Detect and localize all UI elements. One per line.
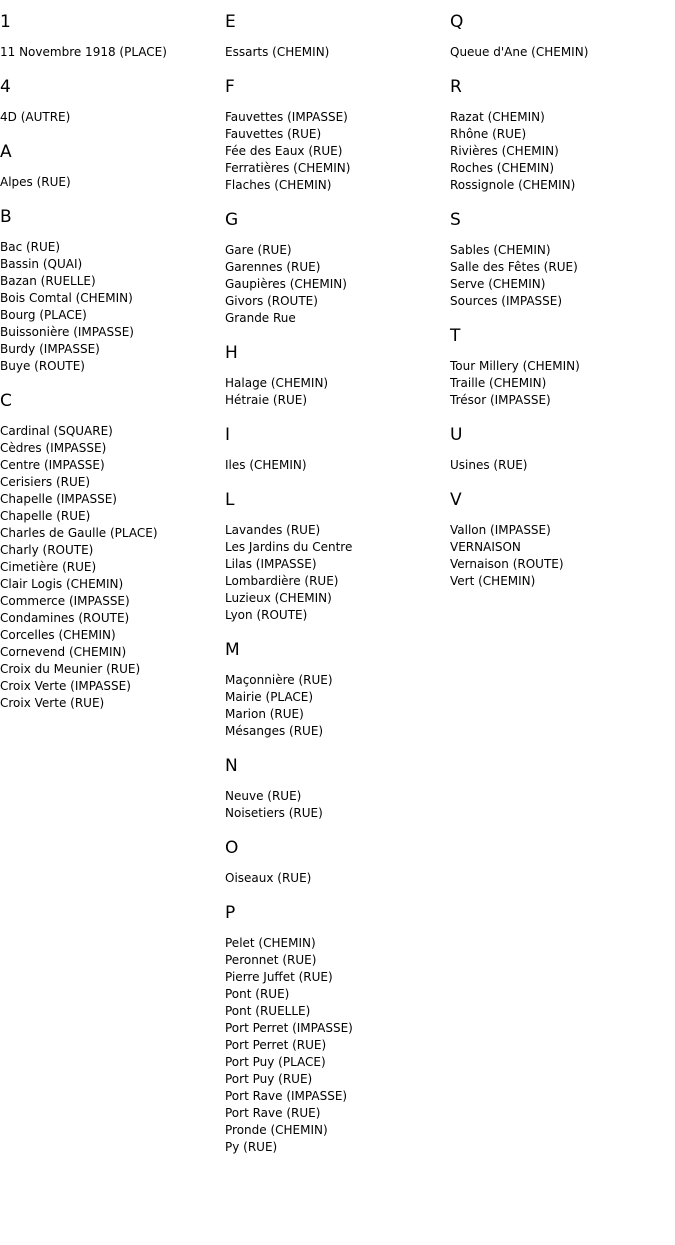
- street-name: Croix Verte (IMPASSE): [0, 679, 131, 693]
- street-name: Lilas (IMPASSE): [225, 557, 317, 571]
- street-index-column-3: [450, 8, 670, 602]
- street-name: Centre (IMPASSE): [0, 458, 105, 472]
- street-index-column-2: [225, 8, 445, 1168]
- letter-group: [450, 73, 670, 194]
- street-name: Charly (ROUTE): [0, 543, 94, 557]
- street-name: Pronde (CHEMIN): [225, 1123, 328, 1137]
- street-name: Peronnet (RUE): [225, 953, 317, 967]
- letter-heading: F: [225, 77, 235, 97]
- street-list: [450, 358, 670, 409]
- street-name: Py (RUE): [225, 1140, 278, 1154]
- letter-heading: 1: [0, 12, 11, 32]
- street-name: Port Perret (RUE): [225, 1038, 327, 1052]
- letter-group: [0, 8, 220, 61]
- letter-heading: C: [0, 391, 12, 411]
- street-name: Chapelle (RUE): [0, 509, 91, 523]
- street-name: Lombardière (RUE): [225, 574, 339, 588]
- street-name: Pierre Juffet (RUE): [225, 970, 333, 984]
- street-name: Luzieux (CHEMIN): [225, 591, 332, 605]
- letter-group: [225, 73, 445, 194]
- street-name: Port Puy (RUE): [225, 1072, 313, 1086]
- letter-group: [450, 421, 670, 474]
- street-name: Vallon (IMPASSE): [450, 523, 551, 537]
- letter-group: [225, 834, 445, 887]
- street-name: Vernaison (ROUTE): [450, 557, 564, 571]
- street-name: Fauvettes (IMPASSE): [225, 110, 348, 124]
- street-name: Pelet (CHEMIN): [225, 936, 316, 950]
- street-name: Les Jardins du Centre: [225, 540, 353, 554]
- street-name: Mésanges (RUE): [225, 724, 324, 738]
- letter-heading: 4: [0, 77, 11, 97]
- street-name: Sources (IMPASSE): [450, 294, 563, 308]
- street-name: Traille (CHEMIN): [450, 376, 547, 390]
- letter-group: [0, 138, 220, 191]
- street-list: [450, 109, 670, 194]
- street-index-column-1: [0, 8, 220, 724]
- street-name: Bazan (RUELLE): [0, 274, 96, 288]
- street-name: Grande Rue: [225, 311, 296, 325]
- street-name: Pont (RUELLE): [225, 1004, 311, 1018]
- street-name: Charles de Gaulle (PLACE): [0, 526, 158, 540]
- street-list: [450, 242, 670, 310]
- letter-group: [225, 486, 445, 624]
- letter-group: [225, 899, 445, 1156]
- street-name: Condamines (ROUTE): [0, 611, 130, 625]
- street-name: Rossignole (CHEMIN): [450, 178, 576, 192]
- street-name: Corcelles (CHEMIN): [0, 628, 116, 642]
- street-name: Port Puy (PLACE): [225, 1055, 326, 1069]
- letter-heading: A: [0, 142, 12, 162]
- letter-heading: B: [0, 207, 12, 227]
- street-list: [0, 239, 220, 375]
- street-name: Port Rave (RUE): [225, 1106, 321, 1120]
- street-name: Noisetiers (RUE): [225, 806, 323, 820]
- letter-heading: E: [225, 12, 236, 32]
- street-name: Vert (CHEMIN): [450, 574, 536, 588]
- street-name: Lavandes (RUE): [225, 523, 321, 537]
- street-name: Fée des Eaux (RUE): [225, 144, 343, 158]
- letter-group: [225, 421, 445, 474]
- street-name: Chapelle (IMPASSE): [0, 492, 117, 506]
- street-name: Buye (ROUTE): [0, 359, 85, 373]
- street-list: [225, 375, 445, 409]
- letter-group: [225, 8, 445, 61]
- street-name: Usines (RUE): [450, 458, 528, 472]
- street-name: Clair Logis (CHEMIN): [0, 577, 124, 591]
- street-name: VERNAISON: [450, 540, 521, 554]
- street-list: [225, 242, 445, 327]
- street-name: Neuve (RUE): [225, 789, 302, 803]
- letter-heading: G: [225, 210, 239, 230]
- street-name: Bac (RUE): [0, 240, 61, 254]
- letter-heading: M: [225, 640, 240, 660]
- letter-heading: L: [225, 490, 235, 510]
- street-list: [225, 788, 445, 822]
- street-name: Garennes (RUE): [225, 260, 321, 274]
- street-name: Bassin (QUAI): [0, 257, 83, 271]
- street-name: Cimetière (RUE): [0, 560, 97, 574]
- street-name: Maçonnière (RUE): [225, 673, 333, 687]
- letter-group: [225, 636, 445, 740]
- letter-group: [450, 322, 670, 409]
- letter-group: [450, 486, 670, 590]
- letter-heading: P: [225, 903, 236, 923]
- street-name: 4D (AUTRE): [0, 110, 71, 124]
- street-name: Buissonière (IMPASSE): [0, 325, 134, 339]
- street-name: Cerisiers (RUE): [0, 475, 91, 489]
- street-name: Iles (CHEMIN): [225, 458, 307, 472]
- street-list: [0, 174, 220, 191]
- street-name: Port Rave (IMPASSE): [225, 1089, 348, 1103]
- street-name: Sables (CHEMIN): [450, 243, 551, 257]
- letter-group: [225, 752, 445, 822]
- street-name: Givors (ROUTE): [225, 294, 318, 308]
- letter-heading: R: [450, 77, 462, 97]
- street-name: Trésor (IMPASSE): [450, 393, 551, 407]
- street-name: Rivières (CHEMIN): [450, 144, 559, 158]
- letter-group: [0, 203, 220, 375]
- street-list: [225, 457, 445, 474]
- street-name: Port Perret (IMPASSE): [225, 1021, 353, 1035]
- street-name: Pont (RUE): [225, 987, 290, 1001]
- letter-heading: S: [450, 210, 461, 230]
- street-name: Roches (CHEMIN): [450, 161, 555, 175]
- street-name: Burdy (IMPASSE): [0, 342, 100, 356]
- street-list: [0, 423, 220, 712]
- street-list: [0, 109, 220, 126]
- street-list: [225, 672, 445, 740]
- street-list: [450, 457, 670, 474]
- street-name: Tour Millery (CHEMIN): [450, 359, 580, 373]
- street-name: Cardinal (SQUARE): [0, 424, 113, 438]
- letter-heading: O: [225, 838, 239, 858]
- letter-heading: T: [450, 326, 461, 346]
- street-name: Salle des Fêtes (RUE): [450, 260, 578, 274]
- street-name: Hétraie (RUE): [225, 393, 307, 407]
- street-list: [0, 44, 220, 61]
- street-list: [225, 935, 445, 1156]
- street-name: Serve (CHEMIN): [450, 277, 546, 291]
- street-name: Rhône (RUE): [450, 127, 527, 141]
- street-name: Bourg (PLACE): [0, 308, 87, 322]
- letter-group: [450, 206, 670, 310]
- street-list: [225, 44, 445, 61]
- letter-heading: H: [225, 343, 238, 363]
- street-name: Oiseaux (RUE): [225, 871, 312, 885]
- street-list: [450, 522, 670, 590]
- street-name: Flaches (CHEMIN): [225, 178, 332, 192]
- street-name: Commerce (IMPASSE): [0, 594, 130, 608]
- street-name: Essarts (CHEMIN): [225, 45, 330, 59]
- street-list: [225, 109, 445, 194]
- letter-group: [0, 387, 220, 712]
- street-name: Lyon (ROUTE): [225, 608, 308, 622]
- street-name: Razat (CHEMIN): [450, 110, 545, 124]
- street-name: 11 Novembre 1918 (PLACE): [0, 45, 167, 59]
- street-name: Queue d'Ane (CHEMIN): [450, 45, 589, 59]
- letter-group: [225, 206, 445, 327]
- letter-group: [0, 73, 220, 126]
- street-name: Alpes (RUE): [0, 175, 71, 189]
- street-name: Fauvettes (RUE): [225, 127, 322, 141]
- street-name: Croix Verte (RUE): [0, 696, 105, 710]
- street-name: Halage (CHEMIN): [225, 376, 329, 390]
- street-name: Bois Comtal (CHEMIN): [0, 291, 133, 305]
- street-list: [450, 44, 670, 61]
- letter-heading: U: [450, 425, 463, 445]
- street-name: Croix du Meunier (RUE): [0, 662, 141, 676]
- letter-heading: I: [225, 425, 231, 445]
- street-name: Cèdres (IMPASSE): [0, 441, 107, 455]
- street-name: Mairie (PLACE): [225, 690, 314, 704]
- letter-group: [225, 339, 445, 409]
- street-list: [225, 870, 445, 887]
- street-name: Cornevend (CHEMIN): [0, 645, 127, 659]
- letter-heading: Q: [450, 12, 464, 32]
- street-name: Ferratières (CHEMIN): [225, 161, 351, 175]
- street-name: Gare (RUE): [225, 243, 292, 257]
- street-name: Marion (RUE): [225, 707, 304, 721]
- letter-heading: N: [225, 756, 238, 776]
- letter-group: [450, 8, 670, 61]
- letter-heading: V: [450, 490, 462, 510]
- street-name: Gaupières (CHEMIN): [225, 277, 347, 291]
- street-list: [225, 522, 445, 624]
